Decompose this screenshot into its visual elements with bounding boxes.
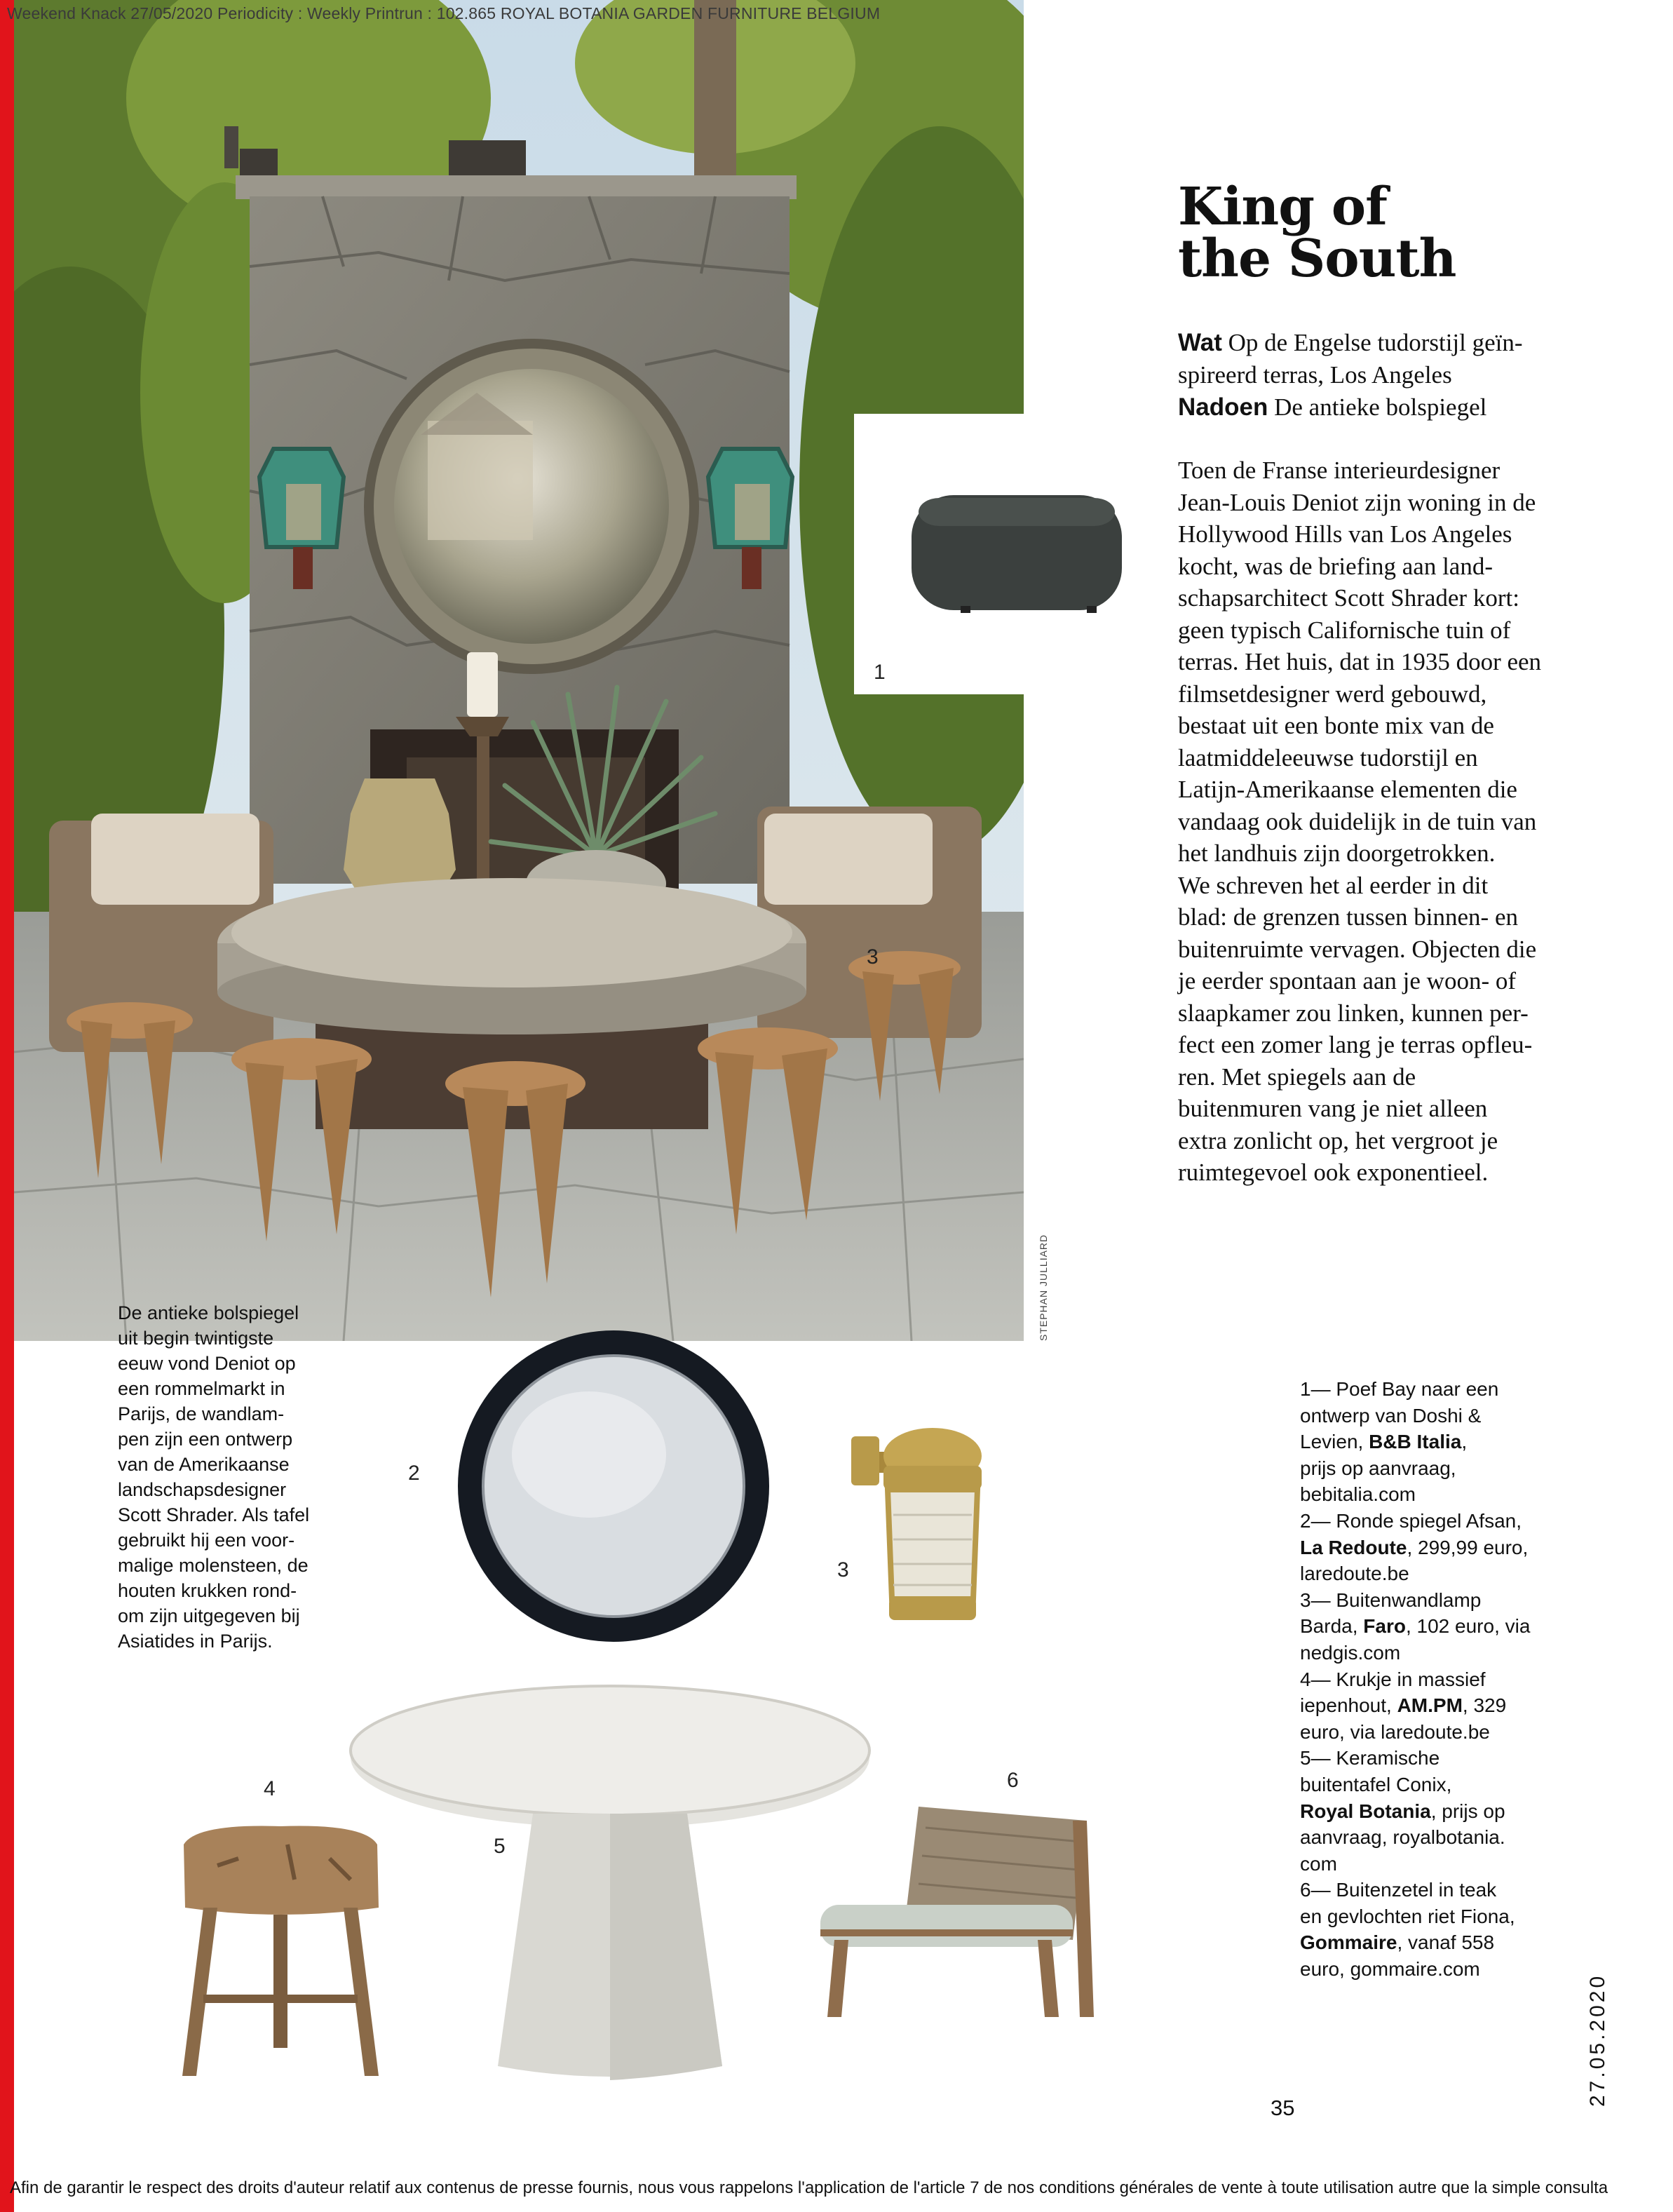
issue-date: 27.05.2020 (1586, 1973, 1609, 2107)
product-item-5: 5— Keramische buitentafel Conix, Royal Botania, prijs op aanvraag, royalbotania. com (1300, 1747, 1505, 1875)
photo-credit: STEPHAN JULLIARD (1038, 1234, 1049, 1341)
product-number-3: 3 (837, 1558, 849, 1582)
antique-round-mirror (369, 344, 694, 669)
product-item-2: 2— Ronde spiegel Afsan, La Redoute, 299,99 euro, laredoute.be (1300, 1509, 1529, 1585)
title-line-2: the South (1178, 229, 1456, 289)
round-mirror-afsan-image (449, 1321, 778, 1651)
fiona-lounge-chair-image (806, 1793, 1101, 2017)
product-number-2: 2 (408, 1462, 420, 1485)
product-item-6: 6— Buitenzetel in teak en gevlochten riet Fiona, Gommaire, vanaf 558 euro, gommaire.com (1300, 1879, 1515, 1981)
article-intro (1178, 327, 1599, 424)
photo-caption: De antieke bolspiegel uit begin twintigste eeuw vond Deniot op een rommelmarkt in Parijs, de wandlam- pen zijn een ontwerp van de Amerikaanse landschapsdesigner Scott Shrader. Als tafel gebruikt hij een voor- malige molensteen, de houten krukken rond- om zijn uitgegeven bij Asiatides in Parijs. (118, 1302, 310, 1652)
wat-label: Wat (1178, 329, 1222, 356)
product-number-4: 4 (264, 1777, 276, 1800)
pouf-bay-image (905, 484, 1129, 624)
title-line-1: King of (1178, 177, 1387, 237)
conix-table-image (344, 1680, 876, 2087)
product-number-1: 1 (874, 661, 886, 684)
product-number-5: 5 (494, 1835, 506, 1858)
product-list (1300, 1376, 1552, 1983)
photo-number-3: 3 (867, 945, 879, 969)
wat-text: Op de Engelse tudorstijl geïn-spireerd terras, Los Angeles (1178, 329, 1523, 389)
nadoen-label: Nadoen (1178, 393, 1268, 421)
copyright-footer: Afin de garantir le respect des droits d'auteur relatif aux contenus de presse fournis, nous vous rappelons l'application de l'article 7 de nos conditions générales de vente à toute utilisation autre que la simple consulta (10, 2178, 1608, 2197)
product-number-6: 6 (1007, 1769, 1019, 1792)
press-clipping-header: Weekend Knack 27/05/2020 Periodicity : Weekly Printrun : 102.865 ROYAL BOTANIA GARDEN FURNITURE BELGIUM (7, 4, 881, 22)
page-number: 35 (1271, 2096, 1295, 2120)
red-margin-bar (0, 0, 14, 2212)
product-item-4: 4— Krukje in massief iepenhout, AM.PM, 329 euro, via laredoute.be (1300, 1668, 1507, 1743)
nadoen-text: De antieke bolspiegel (1268, 393, 1487, 421)
product-item-1: 1— Poef Bay naar een ontwerp van Doshi & Levien, B&B Italia, prijs op aanvraag, bebitalia.com (1300, 1378, 1499, 1506)
wall-lamp-barda-image (841, 1417, 996, 1641)
product-item-3: 3— Buitenwandlamp Barda, Faro, 102 euro, via nedgis.com (1300, 1589, 1531, 1664)
article-title (1178, 177, 1456, 289)
article-body: Toen de Franse interieurdesigner Jean-Louis Deniot zijn woning in de Hollywood Hills van Los Angeles kocht, was de briefing aan land- schapsarchitect Scott Shrader kort: geen typisch Californische tuin of terras. Het huis, dat in 1935 door een filmsetdesigner werd gebouwd, bestaat uit een bonte mix van de laatmiddeleeuwse tudorstijl en Latijn-Amerikaanse elementen die vandaag ook duidelijk in de tuin van het landhuis zijn doorgetrokken. We schreven het al eerder in dit blad: de grenzen tussen binnen- en buitenruimte vervagen. Objecten die je eerder spontaan aan je woon- of slaapkamer zou linken, kunnen per- fect een zomer lang je terras opfleu- ren. Met spiegels aan de buitenmuren vang je niet alleen extra zonlicht op, het vergroot je ruimtegevoel ook exponentieel. (1178, 457, 1542, 1186)
